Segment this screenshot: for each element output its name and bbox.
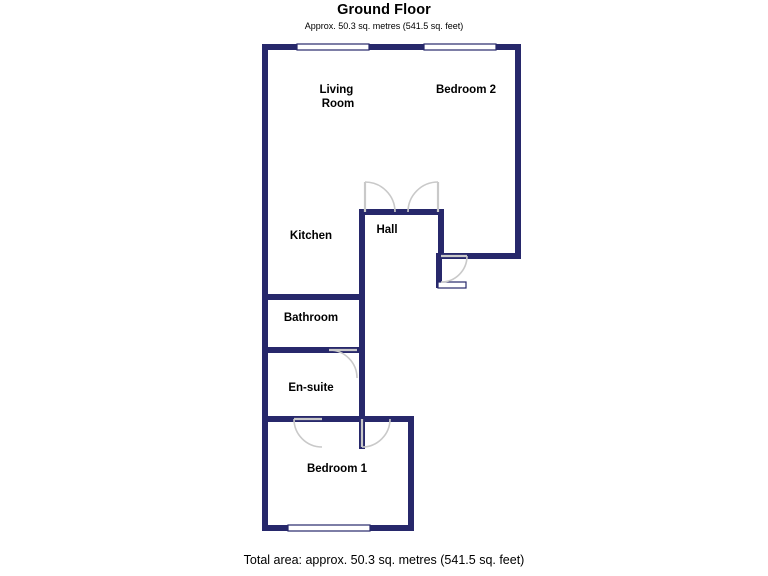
window-hall-entry: [438, 282, 466, 288]
floor-fill: [265, 44, 521, 531]
room-label-hall: Hall: [376, 224, 398, 237]
window-bedroom-1: [288, 525, 370, 531]
wall-hall-right-upper: [438, 209, 444, 259]
wall-bedroom1-top-right: [362, 416, 414, 422]
wall-kitchen-bottom: [262, 294, 362, 300]
room-label-kitchen: Kitchen: [289, 230, 333, 243]
door-hall-entry: [441, 256, 467, 282]
room-label-ensuite: En-suite: [288, 382, 334, 395]
room-label-living-room: Living Room: [319, 84, 355, 111]
wall-outer-left-mid: [262, 294, 268, 422]
wall-bedroom1-right: [408, 416, 414, 531]
room-label-bedroom-2: Bedroom 2: [435, 84, 497, 97]
window-bedroom-2: [424, 44, 496, 50]
door-bedroom-1: [362, 419, 390, 447]
wall-bedroom1-left: [262, 416, 268, 531]
total-area-caption: Total area: approx. 50.3 sq. metres (541.5 sq. feet): [243, 553, 525, 567]
room-label-bedroom-1: Bedroom 1: [306, 463, 368, 476]
window-living-room: [297, 44, 369, 50]
floorplan-svg: [0, 34, 768, 544]
wall-outer-right-upper: [515, 44, 521, 259]
wall-outer-left-upper: [262, 44, 268, 300]
plan-header: [0, 2, 768, 32]
room-label-bathroom: Bathroom: [283, 312, 339, 325]
page-subtitle: Approx. 50.3 sq. metres (541.5 sq. feet): [304, 21, 464, 31]
floorplan-drawing: [0, 34, 768, 544]
page-title: Ground Floor: [337, 2, 431, 18]
wall-hall-top: [359, 209, 444, 215]
wall-hall-left: [359, 209, 365, 449]
